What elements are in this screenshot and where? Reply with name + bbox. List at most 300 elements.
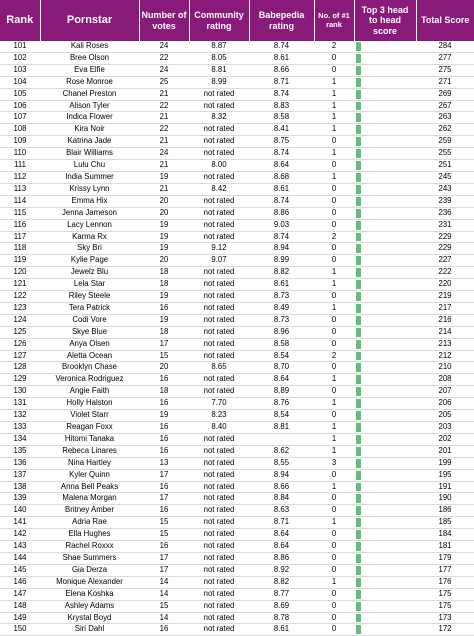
name-cell[interactable]: Holly Halston xyxy=(40,398,139,410)
babepedia-rating-cell[interactable]: 8.77 xyxy=(249,588,314,600)
top3-score-cell[interactable] xyxy=(354,291,416,303)
community-rating-cell[interactable]: not rated xyxy=(189,219,249,231)
no1-rank-cell[interactable]: 2 xyxy=(314,350,354,362)
votes-cell[interactable]: 14 xyxy=(139,588,189,600)
votes-cell[interactable]: 16 xyxy=(139,481,189,493)
no1-rank-cell[interactable]: 1 xyxy=(314,398,354,410)
total-score-cell[interactable]: 216 xyxy=(416,314,474,326)
no1-rank-cell[interactable]: 1 xyxy=(314,481,354,493)
no1-rank-cell[interactable]: 1 xyxy=(314,279,354,291)
table-row[interactable] xyxy=(0,410,474,422)
no1-rank-cell[interactable]: 0 xyxy=(314,160,354,172)
name-cell[interactable]: Eva Elfie xyxy=(40,64,139,76)
votes-cell[interactable]: 17 xyxy=(139,493,189,505)
votes-cell[interactable]: 21 xyxy=(139,136,189,148)
top3-score-cell[interactable] xyxy=(354,576,416,588)
no1-rank-cell[interactable]: 0 xyxy=(314,624,354,636)
top3-score-cell[interactable] xyxy=(354,552,416,564)
name-cell[interactable]: Indica Flower xyxy=(40,112,139,124)
table-row[interactable] xyxy=(0,374,474,386)
total-score-cell[interactable]: 176 xyxy=(416,576,474,588)
total-score-cell[interactable]: 269 xyxy=(416,88,474,100)
top3-score-cell[interactable] xyxy=(354,374,416,386)
votes-cell[interactable]: 17 xyxy=(139,564,189,576)
community-rating-cell[interactable]: not rated xyxy=(189,469,249,481)
name-cell[interactable]: Krissy Lynn xyxy=(40,183,139,195)
no1-rank-cell[interactable]: 0 xyxy=(314,529,354,541)
rank-cell[interactable]: 105 xyxy=(0,88,40,100)
babepedia-rating-cell[interactable]: 8.84 xyxy=(249,493,314,505)
total-score-cell[interactable]: 229 xyxy=(416,231,474,243)
votes-cell[interactable]: 16 xyxy=(139,398,189,410)
total-score-cell[interactable]: 207 xyxy=(416,386,474,398)
votes-cell[interactable]: 16 xyxy=(139,445,189,457)
top3-score-cell[interactable] xyxy=(354,148,416,160)
top3-score-cell[interactable] xyxy=(354,41,416,52)
total-score-cell[interactable]: 277 xyxy=(416,52,474,64)
top3-score-cell[interactable] xyxy=(354,112,416,124)
rank-cell[interactable]: 138 xyxy=(0,481,40,493)
table-row[interactable] xyxy=(0,302,474,314)
top3-score-cell[interactable] xyxy=(354,52,416,64)
no1-rank-cell[interactable]: 0 xyxy=(314,493,354,505)
community-rating-cell[interactable]: 8.23 xyxy=(189,410,249,422)
rank-cell[interactable]: 147 xyxy=(0,588,40,600)
no1-rank-cell[interactable]: 2 xyxy=(314,41,354,52)
votes-cell[interactable]: 19 xyxy=(139,231,189,243)
name-cell[interactable]: Chanel Preston xyxy=(40,88,139,100)
community-rating-cell[interactable]: 8.40 xyxy=(189,422,249,434)
top3-score-cell[interactable] xyxy=(354,76,416,88)
table-row[interactable] xyxy=(0,612,474,624)
table-row[interactable] xyxy=(0,326,474,338)
babepedia-rating-cell[interactable]: 8.92 xyxy=(249,564,314,576)
babepedia-rating-cell[interactable]: 8.73 xyxy=(249,314,314,326)
rank-cell[interactable]: 113 xyxy=(0,183,40,195)
community-rating-cell[interactable]: not rated xyxy=(189,124,249,136)
top3-score-cell[interactable] xyxy=(354,219,416,231)
babepedia-rating-cell[interactable]: 8.64 xyxy=(249,160,314,172)
community-rating-cell[interactable]: 8.81 xyxy=(189,64,249,76)
no1-rank-cell[interactable]: 1 xyxy=(314,124,354,136)
no1-rank-cell[interactable]: 0 xyxy=(314,386,354,398)
table-row[interactable] xyxy=(0,576,474,588)
table-row[interactable] xyxy=(0,279,474,291)
total-score-cell[interactable]: 191 xyxy=(416,481,474,493)
no1-rank-cell[interactable]: 1 xyxy=(314,433,354,445)
header-community-rating[interactable]: Community rating xyxy=(189,0,249,41)
rank-cell[interactable]: 107 xyxy=(0,112,40,124)
name-cell[interactable]: Krystal Boyd xyxy=(40,612,139,624)
total-score-cell[interactable]: 175 xyxy=(416,588,474,600)
table-row[interactable] xyxy=(0,469,474,481)
votes-cell[interactable]: 18 xyxy=(139,386,189,398)
top3-score-cell[interactable] xyxy=(354,350,416,362)
name-cell[interactable]: Blair Williams xyxy=(40,148,139,160)
table-row[interactable] xyxy=(0,422,474,434)
community-rating-cell[interactable]: 8.00 xyxy=(189,160,249,172)
no1-rank-cell[interactable]: 1 xyxy=(314,302,354,314)
babepedia-rating-cell[interactable]: 8.81 xyxy=(249,422,314,434)
name-cell[interactable]: Katrina Jade xyxy=(40,136,139,148)
community-rating-cell[interactable]: not rated xyxy=(189,517,249,529)
total-score-cell[interactable]: 205 xyxy=(416,410,474,422)
rank-cell[interactable]: 103 xyxy=(0,64,40,76)
rank-cell[interactable]: 128 xyxy=(0,362,40,374)
total-score-cell[interactable]: 201 xyxy=(416,445,474,457)
table-row[interactable] xyxy=(0,529,474,541)
rank-cell[interactable]: 109 xyxy=(0,136,40,148)
table-row[interactable] xyxy=(0,100,474,112)
table-row[interactable] xyxy=(0,481,474,493)
total-score-cell[interactable]: 251 xyxy=(416,160,474,172)
total-score-cell[interactable]: 245 xyxy=(416,171,474,183)
votes-cell[interactable]: 22 xyxy=(139,124,189,136)
rank-cell[interactable]: 145 xyxy=(0,564,40,576)
community-rating-cell[interactable]: 9.12 xyxy=(189,243,249,255)
no1-rank-cell[interactable]: 0 xyxy=(314,588,354,600)
rank-cell[interactable]: 102 xyxy=(0,52,40,64)
top3-score-cell[interactable] xyxy=(354,624,416,636)
rank-cell[interactable]: 115 xyxy=(0,207,40,219)
top3-score-cell[interactable] xyxy=(354,588,416,600)
table-row[interactable] xyxy=(0,195,474,207)
no1-rank-cell[interactable]: 0 xyxy=(314,505,354,517)
babepedia-rating-cell[interactable]: 8.61 xyxy=(249,183,314,195)
table-row[interactable] xyxy=(0,624,474,636)
community-rating-cell[interactable]: 7.70 xyxy=(189,398,249,410)
community-rating-cell[interactable]: not rated xyxy=(189,600,249,612)
top3-score-cell[interactable] xyxy=(354,410,416,422)
no1-rank-cell[interactable]: 0 xyxy=(314,469,354,481)
babepedia-rating-cell[interactable]: 8.69 xyxy=(249,600,314,612)
no1-rank-cell[interactable]: 1 xyxy=(314,517,354,529)
babepedia-rating-cell[interactable]: 8.82 xyxy=(249,576,314,588)
top3-score-cell[interactable] xyxy=(354,338,416,350)
rank-cell[interactable]: 114 xyxy=(0,195,40,207)
babepedia-rating-cell[interactable]: 8.64 xyxy=(249,529,314,541)
top3-score-cell[interactable] xyxy=(354,100,416,112)
babepedia-rating-cell[interactable]: 8.64 xyxy=(249,541,314,553)
no1-rank-cell[interactable]: 0 xyxy=(314,564,354,576)
votes-cell[interactable]: 19 xyxy=(139,410,189,422)
rank-cell[interactable]: 124 xyxy=(0,314,40,326)
community-rating-cell[interactable]: not rated xyxy=(189,529,249,541)
community-rating-cell[interactable]: not rated xyxy=(189,231,249,243)
community-rating-cell[interactable]: not rated xyxy=(189,541,249,553)
votes-cell[interactable]: 16 xyxy=(139,433,189,445)
no1-rank-cell[interactable]: 0 xyxy=(314,541,354,553)
top3-score-cell[interactable] xyxy=(354,517,416,529)
rank-cell[interactable]: 149 xyxy=(0,612,40,624)
babepedia-rating-cell[interactable]: 8.86 xyxy=(249,207,314,219)
table-row[interactable] xyxy=(0,350,474,362)
table-row[interactable] xyxy=(0,243,474,255)
community-rating-cell[interactable]: not rated xyxy=(189,612,249,624)
votes-cell[interactable]: 25 xyxy=(139,76,189,88)
community-rating-cell[interactable]: not rated xyxy=(189,481,249,493)
community-rating-cell[interactable]: not rated xyxy=(189,445,249,457)
votes-cell[interactable]: 21 xyxy=(139,183,189,195)
top3-score-cell[interactable] xyxy=(354,267,416,279)
rank-cell[interactable]: 137 xyxy=(0,469,40,481)
name-cell[interactable]: Ashley Adams xyxy=(40,600,139,612)
babepedia-rating-cell[interactable]: 8.58 xyxy=(249,112,314,124)
votes-cell[interactable]: 19 xyxy=(139,291,189,303)
table-row[interactable] xyxy=(0,588,474,600)
name-cell[interactable]: Lacy Lennon xyxy=(40,219,139,231)
rank-cell[interactable]: 134 xyxy=(0,433,40,445)
no1-rank-cell[interactable]: 0 xyxy=(314,600,354,612)
no1-rank-cell[interactable]: 0 xyxy=(314,64,354,76)
top3-score-cell[interactable] xyxy=(354,481,416,493)
votes-cell[interactable]: 18 xyxy=(139,279,189,291)
rank-cell[interactable]: 140 xyxy=(0,505,40,517)
total-score-cell[interactable]: 195 xyxy=(416,469,474,481)
rank-cell[interactable]: 129 xyxy=(0,374,40,386)
top3-score-cell[interactable] xyxy=(354,64,416,76)
top3-score-cell[interactable] xyxy=(354,302,416,314)
rank-cell[interactable]: 101 xyxy=(0,41,40,52)
babepedia-rating-cell[interactable]: 8.58 xyxy=(249,338,314,350)
community-rating-cell[interactable]: not rated xyxy=(189,279,249,291)
table-row[interactable] xyxy=(0,552,474,564)
rank-cell[interactable]: 126 xyxy=(0,338,40,350)
total-score-cell[interactable]: 217 xyxy=(416,302,474,314)
total-score-cell[interactable]: 267 xyxy=(416,100,474,112)
no1-rank-cell[interactable]: 0 xyxy=(314,552,354,564)
babepedia-rating-cell[interactable]: 8.74 xyxy=(249,195,314,207)
rank-cell[interactable]: 127 xyxy=(0,350,40,362)
community-rating-cell[interactable]: not rated xyxy=(189,302,249,314)
name-cell[interactable]: Anya Olsen xyxy=(40,338,139,350)
rank-cell[interactable]: 136 xyxy=(0,457,40,469)
total-score-cell[interactable]: 179 xyxy=(416,552,474,564)
community-rating-cell[interactable]: not rated xyxy=(189,576,249,588)
babepedia-rating-cell[interactable]: 8.82 xyxy=(249,267,314,279)
name-cell[interactable]: Reagan Foxx xyxy=(40,422,139,434)
votes-cell[interactable]: 17 xyxy=(139,552,189,564)
table-row[interactable] xyxy=(0,88,474,100)
babepedia-rating-cell[interactable]: 8.61 xyxy=(249,279,314,291)
top3-score-cell[interactable] xyxy=(354,422,416,434)
votes-cell[interactable]: 22 xyxy=(139,52,189,64)
votes-cell[interactable]: 16 xyxy=(139,302,189,314)
name-cell[interactable]: Angie Faith xyxy=(40,386,139,398)
babepedia-rating-cell[interactable]: 8.78 xyxy=(249,612,314,624)
babepedia-rating-cell[interactable]: 8.75 xyxy=(249,136,314,148)
total-score-cell[interactable]: 220 xyxy=(416,279,474,291)
table-row[interactable] xyxy=(0,362,474,374)
rank-cell[interactable]: 132 xyxy=(0,410,40,422)
votes-cell[interactable]: 15 xyxy=(139,600,189,612)
name-cell[interactable]: Malena Morgan xyxy=(40,493,139,505)
votes-cell[interactable]: 14 xyxy=(139,576,189,588)
header-total-score[interactable]: Total Score xyxy=(416,0,474,41)
babepedia-rating-cell[interactable]: 8.83 xyxy=(249,100,314,112)
no1-rank-cell[interactable]: 3 xyxy=(314,457,354,469)
name-cell[interactable]: Siri Dahl xyxy=(40,624,139,636)
total-score-cell[interactable]: 262 xyxy=(416,124,474,136)
top3-score-cell[interactable] xyxy=(354,195,416,207)
votes-cell[interactable]: 24 xyxy=(139,148,189,160)
votes-cell[interactable]: 19 xyxy=(139,314,189,326)
votes-cell[interactable]: 20 xyxy=(139,207,189,219)
babepedia-rating-cell[interactable]: 8.86 xyxy=(249,552,314,564)
votes-cell[interactable]: 16 xyxy=(139,422,189,434)
top3-score-cell[interactable] xyxy=(354,231,416,243)
community-rating-cell[interactable]: not rated xyxy=(189,314,249,326)
no1-rank-cell[interactable]: 0 xyxy=(314,291,354,303)
babepedia-rating-cell[interactable]: 8.66 xyxy=(249,481,314,493)
community-rating-cell[interactable]: not rated xyxy=(189,564,249,576)
no1-rank-cell[interactable]: 2 xyxy=(314,231,354,243)
total-score-cell[interactable]: 181 xyxy=(416,541,474,553)
total-score-cell[interactable]: 212 xyxy=(416,350,474,362)
name-cell[interactable]: Riley Steele xyxy=(40,291,139,303)
babepedia-rating-cell[interactable]: 8.73 xyxy=(249,291,314,303)
community-rating-cell[interactable]: not rated xyxy=(189,433,249,445)
rank-cell[interactable]: 104 xyxy=(0,76,40,88)
babepedia-rating-cell[interactable]: 8.74 xyxy=(249,231,314,243)
total-score-cell[interactable]: 213 xyxy=(416,338,474,350)
total-score-cell[interactable]: 255 xyxy=(416,148,474,160)
top3-score-cell[interactable] xyxy=(354,279,416,291)
total-score-cell[interactable]: 222 xyxy=(416,267,474,279)
votes-cell[interactable]: 19 xyxy=(139,243,189,255)
votes-cell[interactable]: 18 xyxy=(139,326,189,338)
no1-rank-cell[interactable]: 0 xyxy=(314,219,354,231)
total-score-cell[interactable]: 199 xyxy=(416,457,474,469)
rank-cell[interactable]: 125 xyxy=(0,326,40,338)
table-row[interactable] xyxy=(0,148,474,160)
community-rating-cell[interactable]: not rated xyxy=(189,88,249,100)
header-no1-rank[interactable]: No. of #1 rank xyxy=(314,0,354,41)
table-row[interactable] xyxy=(0,564,474,576)
name-cell[interactable]: Emma Hix xyxy=(40,195,139,207)
name-cell[interactable]: Alison Tyler xyxy=(40,100,139,112)
table-row[interactable] xyxy=(0,255,474,267)
total-score-cell[interactable]: 214 xyxy=(416,326,474,338)
top3-score-cell[interactable] xyxy=(354,600,416,612)
table-row[interactable] xyxy=(0,160,474,172)
community-rating-cell[interactable]: 8.32 xyxy=(189,112,249,124)
rank-cell[interactable]: 108 xyxy=(0,124,40,136)
name-cell[interactable]: Veronica Rodriguez xyxy=(40,374,139,386)
community-rating-cell[interactable]: not rated xyxy=(189,552,249,564)
total-score-cell[interactable]: 208 xyxy=(416,374,474,386)
top3-score-cell[interactable] xyxy=(354,255,416,267)
no1-rank-cell[interactable]: 0 xyxy=(314,195,354,207)
rank-cell[interactable]: 119 xyxy=(0,255,40,267)
top3-score-cell[interactable] xyxy=(354,505,416,517)
name-cell[interactable]: Rebeca Linares xyxy=(40,445,139,457)
name-cell[interactable]: Nina Hartley xyxy=(40,457,139,469)
babepedia-rating-cell[interactable]: 8.55 xyxy=(249,457,314,469)
name-cell[interactable]: Skye Blue xyxy=(40,326,139,338)
votes-cell[interactable]: 15 xyxy=(139,529,189,541)
table-row[interactable] xyxy=(0,76,474,88)
total-score-cell[interactable]: 173 xyxy=(416,612,474,624)
votes-cell[interactable]: 16 xyxy=(139,624,189,636)
table-row[interactable] xyxy=(0,231,474,243)
no1-rank-cell[interactable]: 1 xyxy=(314,88,354,100)
total-score-cell[interactable]: 175 xyxy=(416,600,474,612)
community-rating-cell[interactable]: 8.65 xyxy=(189,362,249,374)
no1-rank-cell[interactable]: 0 xyxy=(314,243,354,255)
top3-score-cell[interactable] xyxy=(354,124,416,136)
babepedia-rating-cell[interactable]: 8.74 xyxy=(249,148,314,160)
rank-cell[interactable]: 110 xyxy=(0,148,40,160)
rank-cell[interactable]: 118 xyxy=(0,243,40,255)
no1-rank-cell[interactable]: 1 xyxy=(314,171,354,183)
total-score-cell[interactable]: 263 xyxy=(416,112,474,124)
top3-score-cell[interactable] xyxy=(354,136,416,148)
votes-cell[interactable]: 20 xyxy=(139,255,189,267)
top3-score-cell[interactable] xyxy=(354,88,416,100)
table-row[interactable] xyxy=(0,398,474,410)
top3-score-cell[interactable] xyxy=(354,362,416,374)
community-rating-cell[interactable]: not rated xyxy=(189,291,249,303)
total-score-cell[interactable]: 210 xyxy=(416,362,474,374)
top3-score-cell[interactable] xyxy=(354,207,416,219)
name-cell[interactable]: Anna Bell Peaks xyxy=(40,481,139,493)
top3-score-cell[interactable] xyxy=(354,171,416,183)
name-cell[interactable]: Kyler Quinn xyxy=(40,469,139,481)
name-cell[interactable]: Jewelz Blu xyxy=(40,267,139,279)
top3-score-cell[interactable] xyxy=(354,564,416,576)
community-rating-cell[interactable]: not rated xyxy=(189,136,249,148)
top3-score-cell[interactable] xyxy=(354,183,416,195)
name-cell[interactable]: Britney Amber xyxy=(40,505,139,517)
table-row[interactable] xyxy=(0,183,474,195)
no1-rank-cell[interactable]: 0 xyxy=(314,183,354,195)
name-cell[interactable]: Sky Bri xyxy=(40,243,139,255)
no1-rank-cell[interactable]: 1 xyxy=(314,148,354,160)
name-cell[interactable]: Ella Hughes xyxy=(40,529,139,541)
name-cell[interactable]: Monique Alexander xyxy=(40,576,139,588)
table-row[interactable] xyxy=(0,541,474,553)
total-score-cell[interactable]: 202 xyxy=(416,433,474,445)
name-cell[interactable]: Kylie Page xyxy=(40,255,139,267)
table-row[interactable] xyxy=(0,112,474,124)
table-row[interactable] xyxy=(0,505,474,517)
total-score-cell[interactable]: 284 xyxy=(416,41,474,52)
table-row[interactable] xyxy=(0,338,474,350)
community-rating-cell[interactable]: not rated xyxy=(189,350,249,362)
votes-cell[interactable]: 15 xyxy=(139,517,189,529)
votes-cell[interactable]: 18 xyxy=(139,267,189,279)
babepedia-rating-cell[interactable]: 8.71 xyxy=(249,517,314,529)
name-cell[interactable]: Lela Star xyxy=(40,279,139,291)
no1-rank-cell[interactable]: 0 xyxy=(314,410,354,422)
total-score-cell[interactable]: 227 xyxy=(416,255,474,267)
name-cell[interactable]: Jenna Jameson xyxy=(40,207,139,219)
no1-rank-cell[interactable]: 1 xyxy=(314,445,354,457)
babepedia-rating-cell[interactable]: 8.68 xyxy=(249,171,314,183)
community-rating-cell[interactable]: not rated xyxy=(189,195,249,207)
community-rating-cell[interactable]: 8.99 xyxy=(189,76,249,88)
total-score-cell[interactable]: 236 xyxy=(416,207,474,219)
rank-cell[interactable]: 121 xyxy=(0,279,40,291)
total-score-cell[interactable]: 203 xyxy=(416,422,474,434)
no1-rank-cell[interactable]: 0 xyxy=(314,326,354,338)
rank-cell[interactable]: 117 xyxy=(0,231,40,243)
total-score-cell[interactable]: 239 xyxy=(416,195,474,207)
table-row[interactable] xyxy=(0,291,474,303)
header-votes[interactable]: Number of votes xyxy=(139,0,189,41)
votes-cell[interactable]: 21 xyxy=(139,112,189,124)
